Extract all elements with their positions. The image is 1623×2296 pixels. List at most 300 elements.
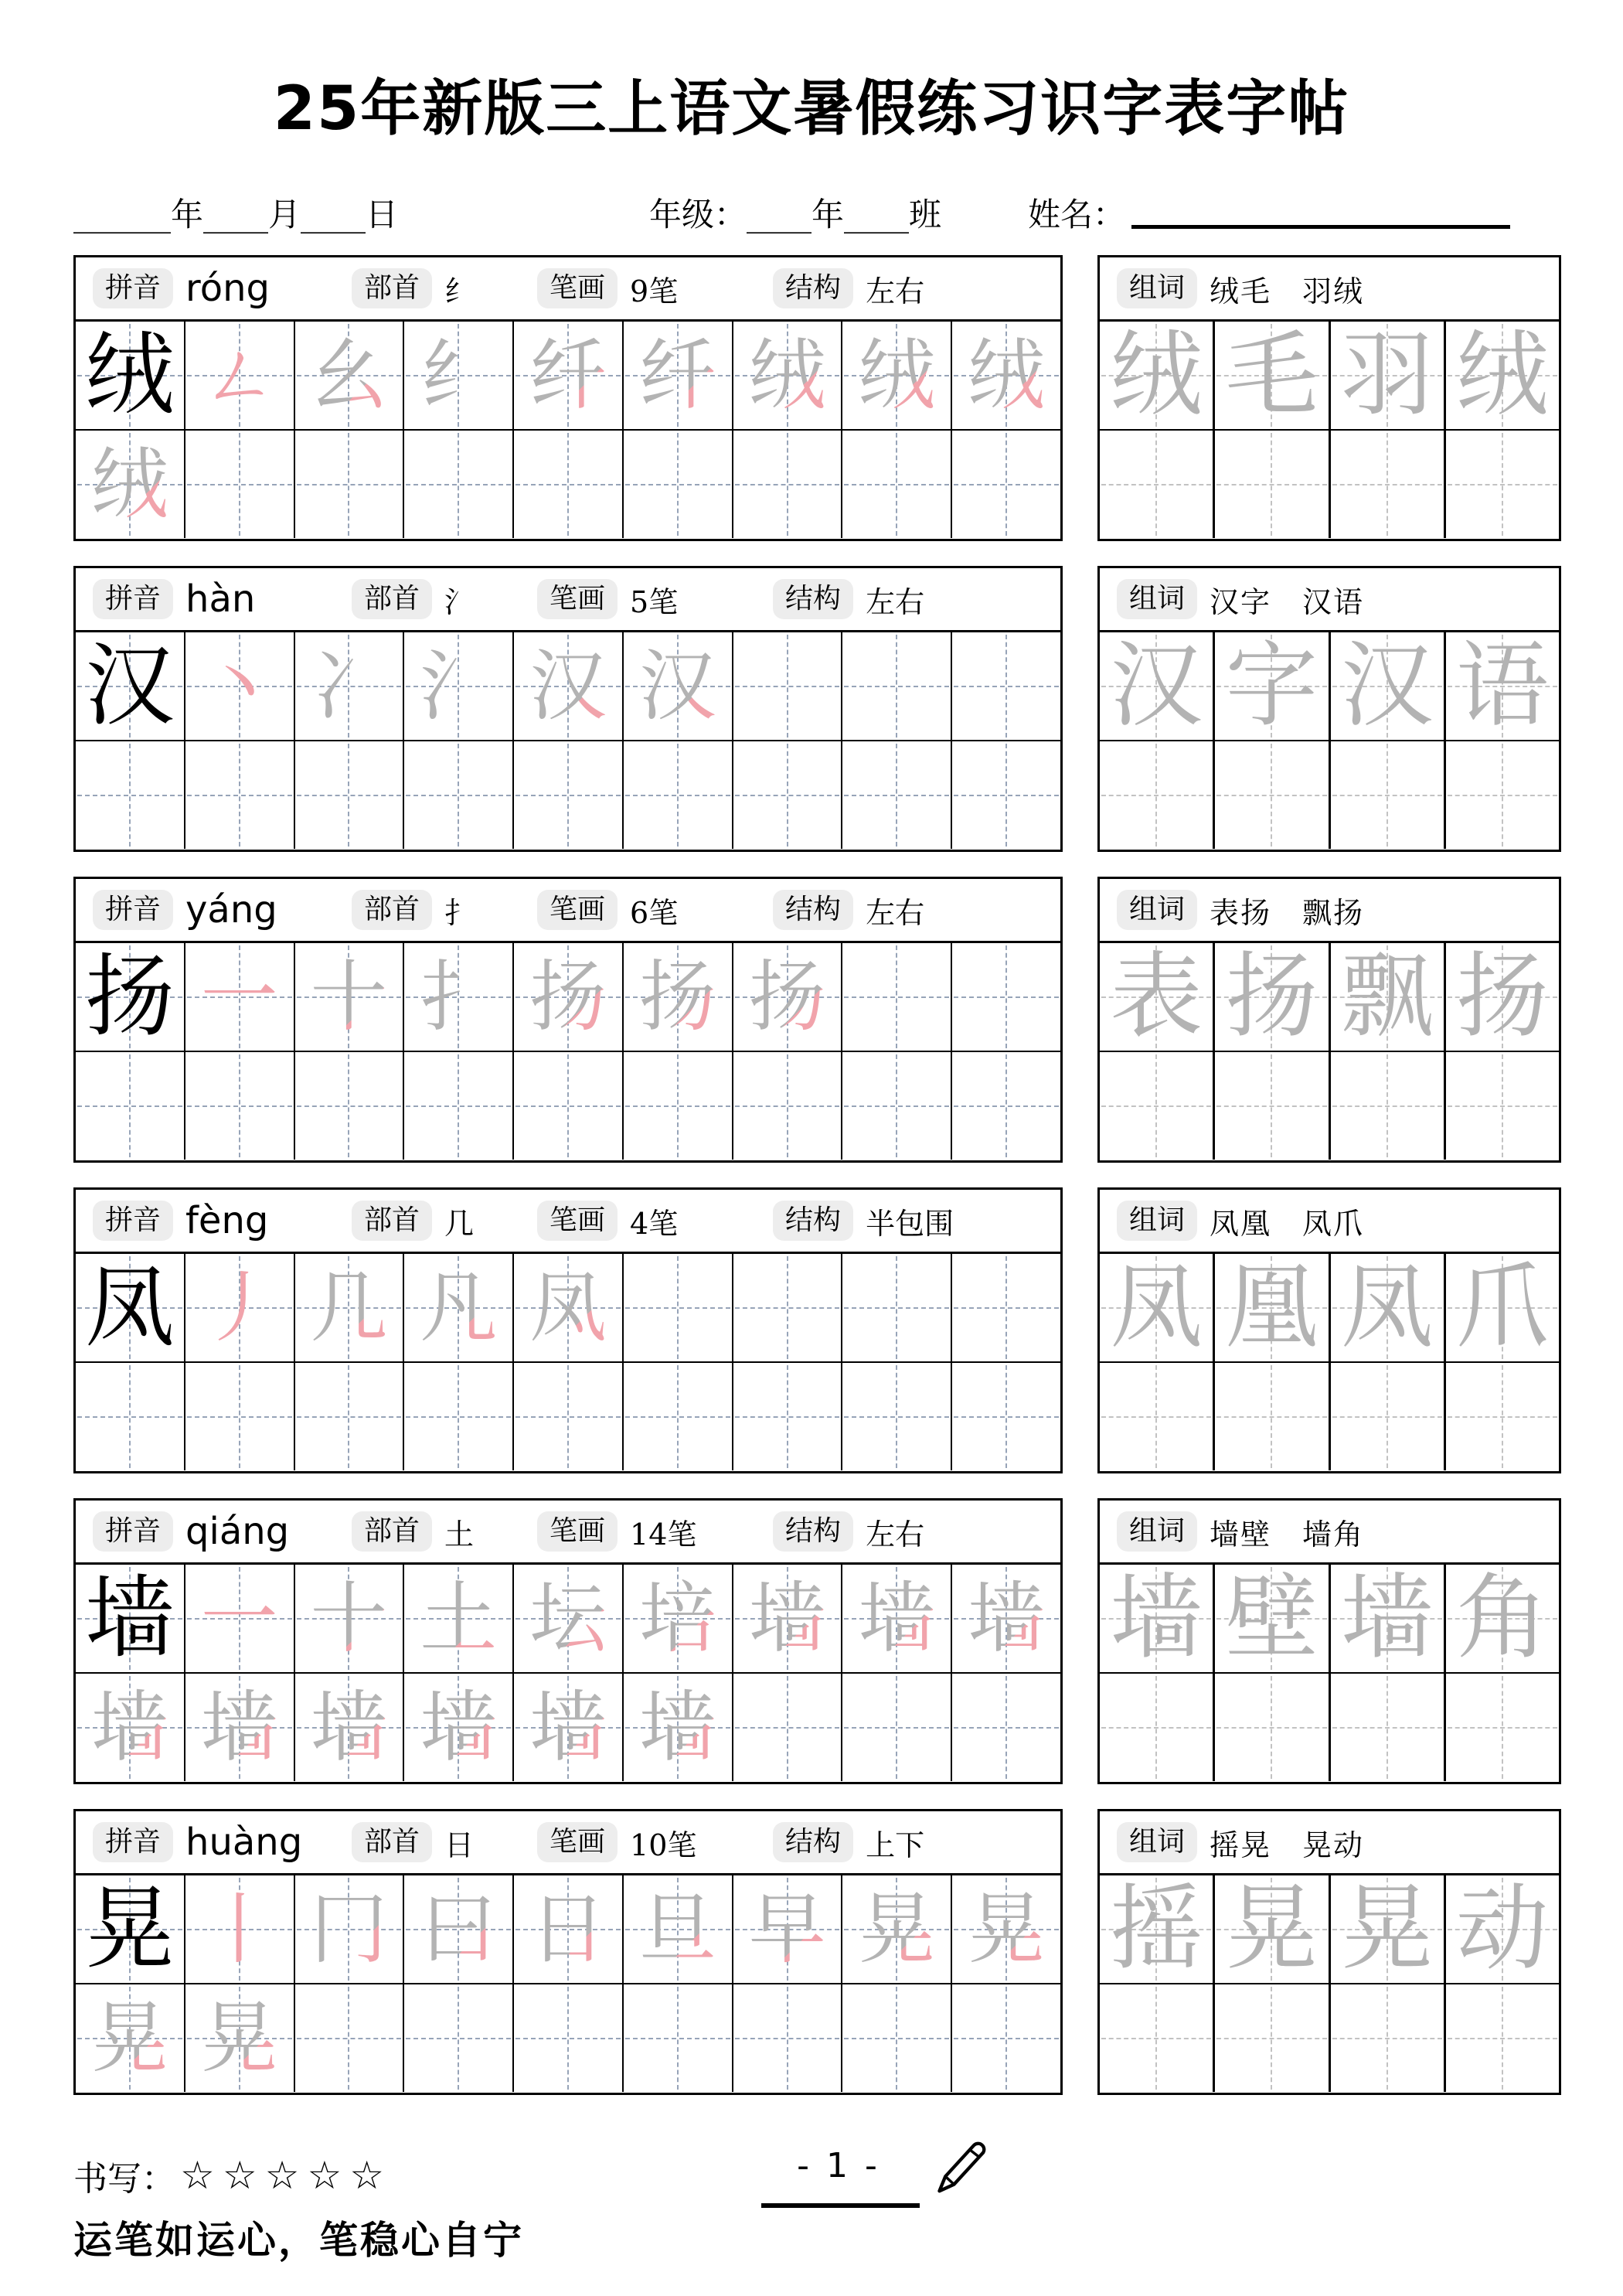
stroke-order-glyph: 汉 — [624, 632, 732, 740]
stroke-order-glyph: 墙 — [952, 1565, 1060, 1672]
practice-cell[interactable] — [512, 741, 622, 849]
trace-character: 凤 — [1340, 1253, 1434, 1361]
words-label: 组词 — [1117, 890, 1197, 930]
stroke-order-cell — [76, 1674, 184, 1781]
practice-cell[interactable] — [841, 1674, 951, 1781]
practice-cell[interactable] — [622, 741, 732, 849]
practice-cell[interactable] — [1329, 1674, 1444, 1781]
grade-class-blank-field[interactable]: 年级：____年____班 — [649, 196, 942, 233]
stroke-count-label: 笔画 — [537, 268, 618, 308]
stroke-order-cell — [512, 322, 622, 429]
practice-cell[interactable] — [1100, 1984, 1213, 2092]
practice-cell[interactable] — [732, 1674, 842, 1781]
practice-cell[interactable] — [1444, 1363, 1559, 1470]
pinyin-value: fèng — [185, 1199, 269, 1242]
practice-header — [76, 1501, 1060, 1565]
stroke-order-cell — [732, 322, 842, 429]
stroke-order-cell — [622, 1875, 732, 1983]
trace-cell[interactable] — [1444, 1875, 1559, 1983]
trace-character: 表 — [1110, 942, 1203, 1051]
practice-cell[interactable] — [951, 943, 1060, 1051]
practice-cell[interactable] — [841, 632, 951, 740]
practice-cell[interactable] — [1444, 1984, 1559, 2092]
character-block — [73, 877, 1561, 1163]
stroke-order-grid — [76, 322, 1060, 538]
stroke-order-glyph: 纟 — [404, 322, 512, 429]
stroke-count-label: 笔画 — [537, 1511, 618, 1552]
pinyin-label: 拼音 — [93, 1822, 173, 1862]
practice-header — [76, 879, 1060, 943]
practice-cell[interactable] — [76, 1363, 184, 1470]
stroke-order-glyph: 纤 — [514, 322, 622, 429]
practice-cell[interactable] — [732, 1254, 842, 1361]
trace-character: 爪 — [1455, 1253, 1549, 1361]
stroke-order-cell — [184, 943, 294, 1051]
stroke-order-glyph: 墙 — [76, 1674, 184, 1781]
trace-cell[interactable] — [1213, 1875, 1328, 1983]
practice-cell[interactable] — [512, 1052, 622, 1160]
trace-character: 墙 — [1110, 1564, 1203, 1672]
grid-row — [1100, 1565, 1559, 1672]
trace-cell[interactable] — [1213, 1565, 1328, 1672]
trace-cell[interactable] — [1444, 1254, 1559, 1361]
trace-cell[interactable] — [1100, 1875, 1213, 1983]
practice-cell[interactable] — [841, 1254, 951, 1361]
practice-cell[interactable] — [951, 1984, 1060, 2092]
practice-cell[interactable] — [184, 431, 294, 538]
practice-cell[interactable] — [294, 431, 403, 538]
practice-cell[interactable] — [951, 431, 1060, 538]
practice-cell[interactable] — [403, 1363, 512, 1470]
grid-row — [76, 1361, 1060, 1470]
practice-header — [76, 568, 1060, 632]
trace-cell[interactable] — [1329, 1565, 1444, 1672]
radical-label: 部首 — [352, 268, 432, 308]
practice-cell[interactable] — [403, 1052, 512, 1160]
word-header — [1100, 1501, 1559, 1565]
trace-cell[interactable] — [1444, 322, 1559, 429]
practice-box — [73, 1498, 1063, 1784]
stroke-order-glyph: 曰 — [404, 1875, 512, 1983]
words-label: 组词 — [1117, 1201, 1197, 1241]
word-trace-grid — [1100, 322, 1559, 538]
practice-header — [76, 257, 1060, 322]
practice-cell[interactable] — [294, 1363, 403, 1470]
practice-cell[interactable] — [1100, 741, 1213, 849]
grid-row — [76, 1672, 1060, 1781]
structure-label: 结构 — [773, 1201, 853, 1241]
words-label: 组词 — [1117, 1822, 1197, 1862]
word-trace-grid — [1100, 1254, 1559, 1470]
grid-row — [76, 1565, 1060, 1672]
stroke-order-glyph: 扬 — [624, 943, 732, 1051]
stroke-count-value: 4笔 — [630, 1206, 679, 1241]
trace-cell[interactable] — [1100, 1254, 1213, 1361]
stroke-order-cell — [951, 1565, 1060, 1672]
pinyin-label: 拼音 — [93, 1201, 173, 1241]
stroke-order-cell — [622, 1674, 732, 1781]
practice-cell[interactable] — [951, 632, 1060, 740]
word-trace-grid — [1100, 943, 1559, 1160]
model-character: 凤 — [84, 1255, 175, 1360]
stroke-order-cell — [512, 632, 622, 740]
structure-value: 左右 — [866, 584, 925, 619]
stroke-order-glyph: 凡 — [404, 1254, 512, 1361]
practice-cell[interactable] — [841, 1984, 951, 2092]
radical-label: 部首 — [352, 1511, 432, 1552]
grid-row — [76, 322, 1060, 429]
stroke-order-glyph: 冂 — [295, 1875, 403, 1983]
stroke-order-cell — [76, 431, 184, 538]
stroke-order-cell — [403, 943, 512, 1051]
practice-cell[interactable] — [1329, 741, 1444, 849]
pinyin-value: hàn — [185, 577, 256, 621]
practice-cell[interactable] — [184, 1363, 294, 1470]
stroke-order-cell — [184, 1565, 294, 1672]
stroke-order-cell — [951, 322, 1060, 429]
stroke-order-cell — [951, 1875, 1060, 1983]
practice-cell[interactable] — [512, 431, 622, 538]
practice-cell[interactable] — [841, 1363, 951, 1470]
structure-label: 结构 — [773, 1822, 853, 1862]
trace-character: 羽 — [1340, 321, 1434, 429]
trace-cell[interactable] — [1444, 1565, 1559, 1672]
trace-character: 字 — [1225, 632, 1318, 740]
stroke-count-label: 笔画 — [537, 1822, 618, 1862]
stroke-order-glyph: 一 — [200, 1572, 278, 1664]
model-cell — [76, 632, 184, 740]
stroke-order-cell — [294, 322, 403, 429]
trace-character: 汉 — [1340, 632, 1434, 740]
radical-value: 纟 — [444, 274, 475, 308]
trace-character: 语 — [1455, 632, 1549, 740]
word-header — [1100, 257, 1559, 322]
practice-box — [73, 877, 1063, 1163]
word-box — [1097, 877, 1561, 1163]
practice-cell[interactable] — [732, 1984, 842, 2092]
stroke-order-cell — [841, 322, 951, 429]
structure-label: 结构 — [773, 268, 853, 308]
stroke-order-cell — [294, 1565, 403, 1672]
model-character: 汉 — [84, 633, 175, 738]
practice-cell[interactable] — [184, 741, 294, 849]
stroke-order-glyph: 幺 — [295, 322, 403, 429]
trace-cell[interactable] — [1329, 943, 1444, 1051]
practice-cell[interactable] — [622, 1363, 732, 1470]
structure-value: 左右 — [866, 274, 925, 308]
stroke-order-glyph: 绒 — [952, 322, 1060, 429]
practice-cell[interactable] — [951, 1674, 1060, 1781]
radical-value: 土 — [444, 1517, 475, 1552]
date-blank-field[interactable]: ______年____月____日 — [73, 196, 399, 233]
footer-motto: 运笔如运心，笔稳心自宁 — [73, 2218, 524, 2263]
practice-cell[interactable] — [294, 1984, 403, 2092]
trace-cell[interactable] — [1213, 322, 1328, 429]
stroke-order-glyph: 土 — [404, 1565, 512, 1672]
stroke-order-glyph: 绒 — [733, 322, 842, 429]
structure-label: 结构 — [773, 579, 853, 619]
trace-cell[interactable] — [1329, 1254, 1444, 1361]
trace-cell[interactable] — [1329, 1875, 1444, 1983]
trace-cell[interactable] — [1329, 322, 1444, 429]
practice-cell[interactable] — [1329, 1052, 1444, 1160]
rating-stars: ☆☆☆☆☆ — [180, 2153, 393, 2198]
practice-box — [73, 255, 1063, 541]
practice-cell[interactable] — [1444, 431, 1559, 538]
trace-cell[interactable] — [1444, 632, 1559, 740]
word-box — [1097, 1498, 1561, 1784]
practice-cell[interactable] — [951, 1052, 1060, 1160]
radical-value: 几 — [444, 1206, 475, 1241]
practice-cell[interactable] — [951, 741, 1060, 849]
stroke-count-label: 笔画 — [537, 1201, 618, 1241]
stroke-order-glyph: 扌 — [404, 943, 512, 1051]
stroke-count-value: 6笔 — [630, 895, 679, 930]
practice-cell[interactable] — [403, 1984, 512, 2092]
words-label: 组词 — [1117, 1511, 1197, 1552]
character-block — [73, 1187, 1561, 1473]
stroke-order-cell — [512, 1875, 622, 1983]
practice-cell[interactable] — [1100, 1363, 1213, 1470]
stroke-count-label: 笔画 — [537, 890, 618, 930]
practice-cell[interactable] — [732, 741, 842, 849]
practice-cell[interactable] — [1213, 431, 1328, 538]
practice-cell[interactable] — [1444, 741, 1559, 849]
stroke-order-glyph: 汉 — [514, 632, 622, 740]
stroke-order-cell — [403, 632, 512, 740]
stroke-order-grid — [76, 632, 1060, 849]
grid-row — [1100, 322, 1559, 429]
model-cell — [76, 943, 184, 1051]
grid-row — [1100, 1875, 1559, 1983]
practice-cell[interactable] — [951, 1254, 1060, 1361]
stroke-order-cell — [841, 1875, 951, 1983]
pinyin-value: yáng — [185, 888, 277, 932]
words-value: 汉字 汉语 — [1210, 584, 1365, 619]
radical-value: 氵 — [444, 584, 475, 619]
practice-cell[interactable] — [732, 1363, 842, 1470]
word-box — [1097, 1809, 1561, 2095]
name-blank-line[interactable] — [1131, 189, 1510, 229]
trace-cell[interactable] — [1100, 632, 1213, 740]
radical-label: 部首 — [352, 1822, 432, 1862]
stroke-order-cell — [76, 1984, 184, 2092]
stroke-order-cell — [184, 1984, 294, 2092]
words-value: 凤凰 凤爪 — [1210, 1206, 1365, 1241]
stroke-order-cell — [732, 1875, 842, 1983]
practice-cell[interactable] — [1213, 741, 1328, 849]
practice-cell[interactable] — [294, 741, 403, 849]
stroke-order-glyph: 绒 — [76, 431, 184, 538]
practice-cell[interactable] — [732, 431, 842, 538]
page-number-underline — [761, 2203, 920, 2208]
practice-cell[interactable] — [1213, 1984, 1328, 2092]
stroke-order-grid — [76, 1254, 1060, 1470]
stroke-order-glyph: 培 — [624, 1565, 732, 1672]
word-trace-grid — [1100, 632, 1559, 849]
practice-cell[interactable] — [841, 1052, 951, 1160]
trace-character: 晃 — [1340, 1875, 1434, 1983]
trace-cell[interactable] — [1444, 943, 1559, 1051]
stroke-order-cell — [403, 1254, 512, 1361]
word-header — [1100, 879, 1559, 943]
stroke-order-grid — [76, 1565, 1060, 1781]
stroke-order-cell — [184, 1875, 294, 1983]
grid-row — [76, 1051, 1060, 1160]
stroke-order-glyph: 坛 — [514, 1565, 622, 1672]
page-title: 25年新版三上语文暑假练习识字表字帖 — [273, 74, 1350, 145]
grid-row — [1100, 1361, 1559, 1470]
grid-row — [76, 740, 1060, 849]
stroke-order-glyph: 墙 — [514, 1674, 622, 1781]
stroke-order-glyph: 扬 — [733, 943, 842, 1051]
practice-cell[interactable] — [841, 741, 951, 849]
stroke-order-glyph: 日 — [514, 1875, 622, 1983]
practice-cell[interactable] — [403, 741, 512, 849]
stroke-order-cell — [512, 943, 622, 1051]
practice-cell[interactable] — [1444, 1052, 1559, 1160]
stroke-order-glyph: ㄥ — [200, 329, 278, 421]
trace-character: 绒 — [1110, 321, 1203, 429]
pinyin-label: 拼音 — [93, 268, 173, 308]
words-label: 组词 — [1117, 268, 1197, 308]
practice-cell[interactable] — [622, 1052, 732, 1160]
trace-character: 壁 — [1225, 1564, 1318, 1672]
trace-character: 飘 — [1340, 942, 1434, 1051]
trace-cell[interactable] — [1213, 943, 1328, 1051]
stroke-order-cell — [184, 322, 294, 429]
stroke-order-cell — [184, 1254, 294, 1361]
trace-character: 扬 — [1455, 942, 1549, 1051]
word-header — [1100, 1811, 1559, 1875]
trace-cell[interactable] — [1100, 322, 1213, 429]
words-value: 墙壁 墙角 — [1210, 1517, 1365, 1552]
word-trace-grid — [1100, 1565, 1559, 1781]
practice-cell[interactable] — [1329, 431, 1444, 538]
practice-cell[interactable] — [1100, 431, 1213, 538]
practice-cell[interactable] — [841, 431, 951, 538]
practice-header — [76, 1190, 1060, 1254]
stroke-order-cell — [403, 322, 512, 429]
model-cell — [76, 1875, 184, 1983]
stroke-order-cell — [403, 1875, 512, 1983]
stroke-order-grid — [76, 1875, 1060, 2092]
stroke-order-cell — [184, 632, 294, 740]
character-block — [73, 1809, 1561, 2095]
structure-label: 结构 — [773, 890, 853, 930]
trace-character: 毛 — [1225, 321, 1318, 429]
practice-cell[interactable] — [1213, 1674, 1328, 1781]
structure-value: 左右 — [866, 895, 925, 930]
stroke-count-label: 笔画 — [537, 579, 618, 619]
practice-cell[interactable] — [76, 741, 184, 849]
stroke-order-glyph: 丨 — [200, 1883, 278, 1974]
stroke-order-cell — [512, 1674, 622, 1781]
stroke-count-value: 10笔 — [630, 1828, 697, 1862]
grid-row — [76, 943, 1060, 1051]
stroke-order-cell — [294, 943, 403, 1051]
radical-value: 日 — [444, 1828, 475, 1862]
practice-cell[interactable] — [512, 1363, 622, 1470]
practice-cell[interactable] — [1329, 1363, 1444, 1470]
practice-cell[interactable] — [76, 1052, 184, 1160]
radical-label: 部首 — [352, 1201, 432, 1241]
practice-cell[interactable] — [951, 1363, 1060, 1470]
trace-cell[interactable] — [1213, 1254, 1328, 1361]
grid-row — [1100, 632, 1559, 740]
practice-cell[interactable] — [1444, 1674, 1559, 1781]
pinyin-label: 拼音 — [93, 890, 173, 930]
practice-cell[interactable] — [403, 431, 512, 538]
model-character: 绒 — [84, 322, 175, 428]
pinyin-value: huàng — [185, 1821, 303, 1864]
trace-character: 汉 — [1110, 632, 1203, 740]
stroke-order-cell — [294, 1674, 403, 1781]
grid-row — [76, 1254, 1060, 1361]
word-header — [1100, 568, 1559, 632]
character-block — [73, 1498, 1561, 1784]
stroke-order-cell — [403, 1674, 512, 1781]
practice-cell[interactable] — [732, 1052, 842, 1160]
practice-cell[interactable] — [622, 431, 732, 538]
practice-cell[interactable] — [1213, 1052, 1328, 1160]
practice-cell[interactable] — [732, 632, 842, 740]
grid-row — [1100, 1051, 1559, 1160]
stroke-order-glyph: 晃 — [185, 1984, 294, 2092]
practice-cell[interactable] — [622, 1984, 732, 2092]
trace-cell[interactable] — [1100, 943, 1213, 1051]
stroke-order-grid — [76, 943, 1060, 1160]
grid-row — [76, 632, 1060, 740]
character-block — [73, 566, 1561, 852]
practice-box — [73, 1187, 1063, 1473]
stroke-order-glyph: 冫 — [295, 632, 403, 740]
words-value: 绒毛 羽绒 — [1210, 274, 1365, 308]
stroke-order-cell — [622, 632, 732, 740]
stroke-order-glyph: 旦 — [624, 1875, 732, 1983]
practice-cell[interactable] — [1100, 1052, 1213, 1160]
writing-label: 书写： — [73, 2159, 175, 2199]
practice-cell[interactable] — [841, 943, 951, 1051]
grid-row — [1100, 740, 1559, 849]
meta-row — [73, 189, 1561, 236]
grid-row — [1100, 1254, 1559, 1361]
practice-cell[interactable] — [184, 1052, 294, 1160]
trace-cell[interactable] — [1213, 632, 1328, 740]
stroke-order-glyph: 墙 — [842, 1565, 951, 1672]
practice-cell[interactable] — [1329, 1984, 1444, 2092]
writing-rating-row — [73, 2151, 392, 2200]
stroke-order-glyph: 几 — [295, 1254, 403, 1361]
practice-cell[interactable] — [622, 1254, 732, 1361]
stroke-order-cell — [512, 1565, 622, 1672]
practice-cell[interactable] — [294, 1052, 403, 1160]
practice-cell[interactable] — [512, 1984, 622, 2092]
stroke-order-cell — [184, 1674, 294, 1781]
stroke-order-glyph: 一 — [200, 951, 278, 1042]
trace-cell[interactable] — [1329, 632, 1444, 740]
trace-character: 角 — [1455, 1564, 1549, 1672]
practice-cell[interactable] — [1100, 1674, 1213, 1781]
page-number: - 1 - — [797, 2146, 880, 2185]
trace-cell[interactable] — [1100, 1565, 1213, 1672]
practice-cell[interactable] — [1213, 1363, 1328, 1470]
radical-label: 部首 — [352, 579, 432, 619]
stroke-order-glyph: 墙 — [185, 1674, 294, 1781]
model-character: 晃 — [84, 1876, 175, 1981]
pinyin-label: 拼音 — [93, 1511, 173, 1552]
model-character: 扬 — [84, 944, 175, 1049]
